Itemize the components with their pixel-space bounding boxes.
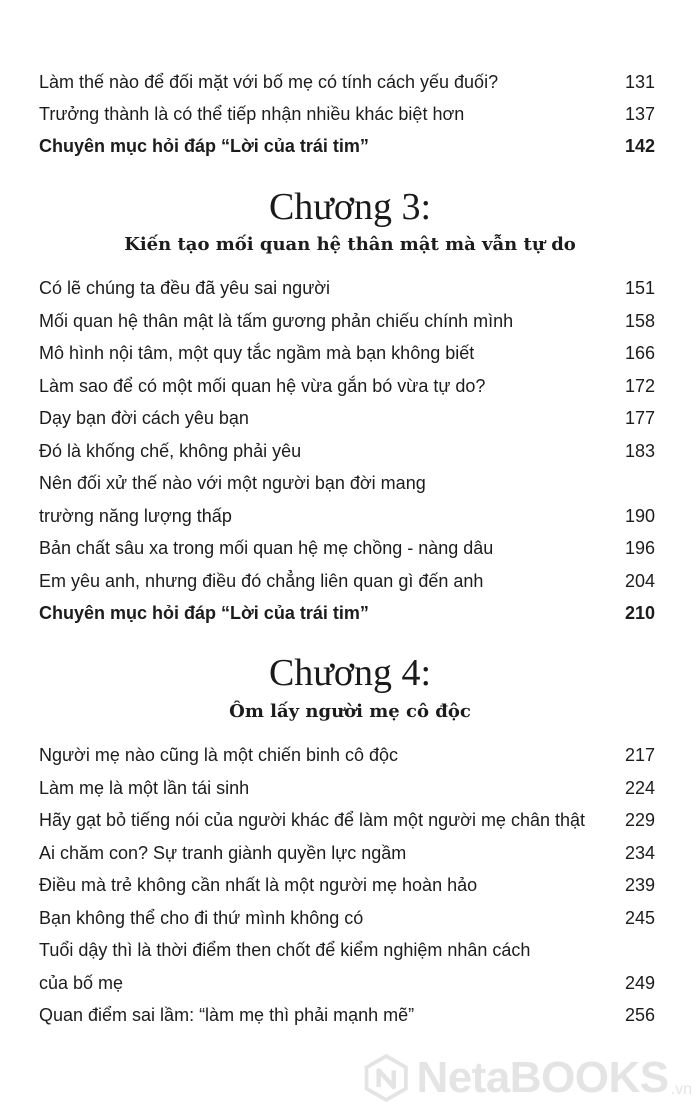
watermark-suffix: .vn [670,1081,692,1098]
toc-title: Bạn không thể cho đi thứ mình không có [39,908,364,928]
toc-page: 245 [624,908,655,928]
toc-page: 204 [624,571,655,591]
toc-page: 177 [624,408,655,428]
toc-row[interactable] [39,467,655,499]
toc-row[interactable] [39,902,655,934]
toc-page: 190 [624,506,655,526]
toc-page: 249 [624,973,655,993]
toc-title: Chuyên mục hỏi đáp “Lời của trái tim” [39,603,369,623]
toc-title: của bố mẹ [39,973,124,993]
toc-row[interactable] [39,565,655,597]
toc-page: 172 [624,376,655,396]
toc-page: 256 [624,1005,655,1025]
toc-title: Bản chất sâu xa trong mối quan hệ mẹ chồng - nàng dâu [39,538,494,558]
toc-page: 196 [624,538,655,558]
toc-row[interactable] [39,804,655,836]
toc-row-qa[interactable] [39,597,655,629]
toc-page: 217 [624,745,655,765]
toc-title: Chuyên mục hỏi đáp “Lời của trái tim” [39,136,369,156]
toc-title: Trưởng thành là có thể tiếp nhận nhiều khác biệt hơn [39,104,465,124]
toc-row[interactable] [39,739,655,771]
toc-page: 151 [624,278,655,298]
toc-row[interactable] [39,869,655,901]
chapter-4-heading: Chương 4: [268,652,432,694]
toc-page: 234 [624,843,655,863]
toc-title: Tuổi dậy thì là thời điểm then chốt để kiểm nghiệm nhân cách [39,940,531,960]
toc-row[interactable] [39,837,655,869]
toc-title: Làm sao để có một mối quan hệ vừa gắn bó vừa tự do? [39,376,486,396]
toc-page: 166 [624,343,655,363]
toc-title: Đó là khống chế, không phải yêu [39,441,302,461]
toc-page: 210 [624,603,655,623]
toc-title: trường năng lượng thấp [39,506,232,526]
toc-title: Làm thế nào để đối mặt với bố mẹ có tính cách yếu đuối? [39,72,499,92]
toc-row[interactable] [39,337,655,369]
toc-row[interactable] [39,66,655,98]
toc-row[interactable] [39,370,655,402]
toc-row[interactable] [39,999,655,1031]
watermark-text: NetaBOOKS [416,1053,669,1102]
toc-row[interactable] [39,934,655,966]
toc-title: Nên đối xử thế nào với một người bạn đời mang [39,473,426,493]
toc-row[interactable] [39,272,655,304]
toc-page: 239 [624,875,655,895]
toc-title: Dạy bạn đời cách yêu bạn [39,408,249,428]
toc-page: 183 [624,441,655,461]
watermark [362,1043,692,1113]
toc-row[interactable] [39,402,655,434]
toc-title: Quan điểm sai lầm: “làm mẹ thì phải mạnh mẽ” [39,1005,415,1025]
chapter-3-subtitle: Kiến tạo mối quan hệ thân mật mà vẫn tự do [124,234,576,255]
toc-page: 229 [624,810,655,830]
toc-row[interactable] [39,772,655,804]
toc-title: Ai chăm con? Sự tranh giành quyền lực ngầm [39,843,407,863]
toc-row[interactable] [39,305,655,337]
toc-title: Hãy gạt bỏ tiếng nói của người khác để làm một người mẹ chân thật [39,810,586,830]
toc-row-qa[interactable] [39,130,655,162]
toc-row[interactable] [39,435,655,467]
toc-row[interactable] [39,500,655,532]
toc-page: 131 [624,72,655,92]
toc-row[interactable] [39,967,655,999]
toc-row[interactable] [39,98,655,130]
toc-title: Mô hình nội tâm, một quy tắc ngầm mà bạn không biết [39,343,475,363]
toc-title: Mối quan hệ thân mật là tấm gương phản chiếu chính mình [39,311,514,331]
toc-page: 137 [624,104,655,124]
toc-page: 142 [624,136,655,156]
toc-title: Điều mà trẻ không cần nhất là một người mẹ hoàn hảo [39,875,478,895]
toc-row[interactable] [39,532,655,564]
toc-page: 224 [624,778,655,798]
toc-title: Làm mẹ là một lần tái sinh [39,778,250,798]
toc-page: 158 [624,311,655,331]
chapter-4-subtitle: Ôm lấy người mẹ cô độc [229,701,471,722]
chapter-3-heading: Chương 3: [268,186,432,228]
toc-title: Có lẽ chúng ta đều đã yêu sai người [39,278,331,298]
netabooks-logo-icon [362,1046,410,1110]
toc-title: Em yêu anh, nhưng điều đó chẳng liên quan gì đến anh [39,571,484,591]
toc-title: Người mẹ nào cũng là một chiến binh cô độc [39,745,399,765]
